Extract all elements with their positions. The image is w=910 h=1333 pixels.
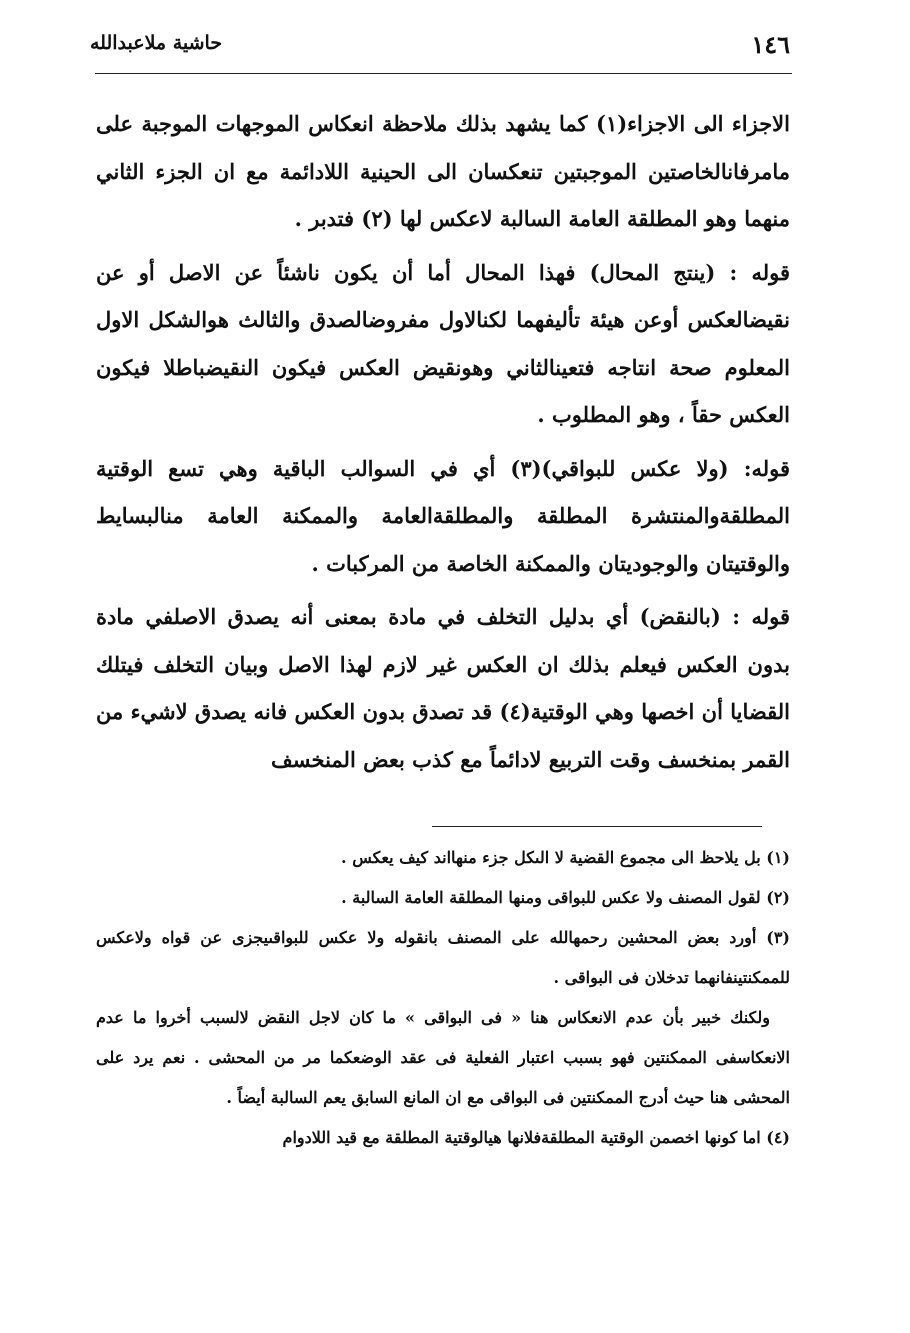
footnote-text: ولكنك خبير بأن عدم الانعكاس هنا « فى البواقى » ما كان لاجل النقض لالسبب أخروا ما عدم الانعكاسفى الممكنتين فهو بسبب اعتبار الفعلية فى عقد الوضعكما مر من المحشى . نعم يرد على المحشى هنا حيث أدرج الممكنتين فى البواقى مع ان المانع السابق يعم السالبة أيضاً . xyxy=(96,1008,790,1107)
footnote-number: (٢) xyxy=(766,888,790,907)
header-divider xyxy=(95,73,792,74)
paragraph-lead: قوله : xyxy=(732,604,791,629)
footnote-text: بل يلاحظ الى مجموع القضية لا الىكل جزء منهااند كيف يعكس . xyxy=(341,848,767,867)
paragraph xyxy=(96,249,790,439)
main-text xyxy=(96,100,790,789)
footnotes xyxy=(96,838,790,1158)
footnote-text: لقول المصنف ولا عكس للبواقى ومنها المطلقة العامة السالبة . xyxy=(341,888,767,907)
paragraph-text: (ولا عكس للبواقي)(٣) أي في السوالب الباقية وهي تسع الوقتية المطلقةوالمنتشرة المطلقة والمطلقةالعامة والممكنة العامة منالبسايط والوقتيتان والوجوديتان والممكنة الخاصة من المركبات . xyxy=(96,455,790,576)
paragraph-text: الاجزاء الى الاجزاء(١) كما يشهد بذلك ملاحظة انعكاس الموجهات الموجبة على مامرفانالخاصتين الموجبتين تنعكسان الى الحينية اللادائمة مع ان الجزء الثاني منهما وهو المطلقة العامة السالبة لاعكس لها (٢) فتدبر . xyxy=(96,111,790,231)
footnote-text: اما كونها اخصمن الوقتية المطلقةفلانها هيالوقتية المطلقة مع قيد اللادوام xyxy=(282,1128,767,1147)
footnote-number: (٣) xyxy=(766,928,790,947)
footnote-number: (١) xyxy=(766,848,790,867)
paragraph xyxy=(96,593,790,783)
page-number: ١٤٦ xyxy=(751,30,790,59)
footnote-number: (٤) xyxy=(766,1128,790,1147)
footnote xyxy=(96,918,790,998)
paragraph-lead: قوله: xyxy=(743,455,790,481)
paragraph xyxy=(96,100,790,243)
page-header xyxy=(90,30,790,66)
footnote-continuation xyxy=(96,998,790,1118)
paragraph xyxy=(96,445,790,588)
footnote xyxy=(96,1118,790,1158)
paragraph-text: (بالنقض) أي بدليل التخلف في مادة بمعنى أنه يصدق الاصلفي مادة بدون العكس فيعلم بذلك ان العكس غير لازم لهذا الاصل وبيان التخلف فيتلك القضايا أن اخصها وهي الوقتية(٤) قد تصدق بدون العكس فانه يصدق لاشيء من القمر بمنخسف وقت التربيع لادائماً مع كذب بعض المنخسف xyxy=(96,604,790,772)
footnote xyxy=(96,838,790,878)
running-title: حاشية ملاعبدالله xyxy=(90,32,223,54)
paragraph-lead: قوله : xyxy=(729,259,790,285)
paragraph-text: (ينتج المحال) فهذا المحال أما أن يكون ناشئاً عن الاصل أو عن نقيضالعكس أوعن هيئة تأليفهما لكنالاول مفروضالصدق والثالث هوالشكل الاول المعلوم صحة انتاجه فتعينالثاني وهونقيض العكس فيكون النقيضباطلا فيكون العكس حقاً ، وهو المطلوب . xyxy=(96,259,790,427)
footnote-text: أورد بعض المحشين رحمهالله على المصنف بانقوله ولا عكس للبواقىيجزى عن قواه ولاعكس للممكنتينفانهما تدخلان فى البواقى . xyxy=(96,928,790,987)
footnote-divider xyxy=(432,826,762,827)
footnote xyxy=(96,878,790,918)
